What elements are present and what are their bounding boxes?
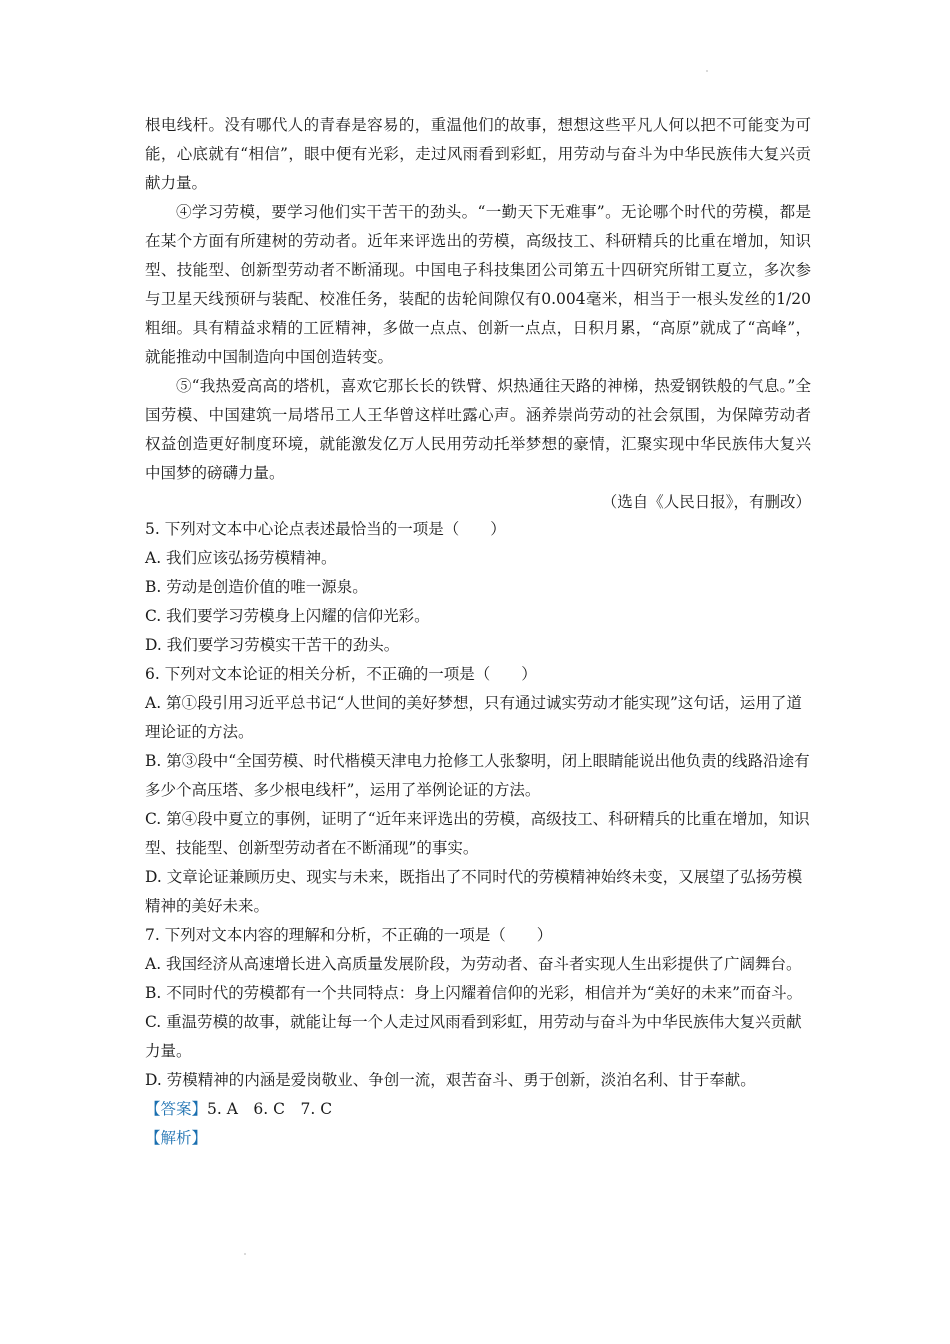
answer-tag: 【答案】 — [145, 1100, 208, 1118]
question-option: B. 不同时代的劳模都有一个共同特点：身上闪耀着信仰的光彩，相信并为“美好的未来”而奋斗。 — [145, 984, 803, 1002]
article-paragraph-4: ④学习劳模，要学习他们实干苦干的劲头。“一勤天下无难事”。无论哪个时代的劳模，都是在某个方面有所建树的劳动者。近年来评选出的劳模，高级技工、科研精兵的比重在增加，知识型、技能型、创新型劳动者不断涌现。中国电子科技集团公司第五十四研究所钳工夏立，多次参与卫星天线预研与装配、校准任务，装配的齿轮间隙仅有0.004毫米，相当于一根头发丝的1/20粗细。具有精益求精的工匠精神，多做一点点、创新一点点，日积月累，“高原”就成了“高峰”，就能推动中国制造向中国创造转变。 — [145, 203, 811, 366]
article-source: （选自《人民日报》，有删改） — [601, 493, 811, 511]
question-stem: 7. 下列对文本内容的理解和分析，不正确的一项是（ ） — [145, 926, 553, 944]
question-option: B. 第③段中“全国劳模、时代楷模天津电力抢修工人张黎明，闭上眼睛能说出他负责的线路沿途有多少个高压塔、多少根电线杆”，运用了举例论证的方法。 — [145, 752, 810, 799]
answer-values: 5. A 6. C 7. C — [207, 1100, 333, 1118]
question-stem: 6. 下列对文本论证的相关分析，不正确的一项是（ ） — [145, 665, 537, 683]
question-option: A. 我们应该弘扬劳模精神。 — [145, 549, 337, 567]
question-option: C. 第④段中夏立的事例，证明了“近年来评选出的劳模，高级技工、科研精兵的比重在增加，知识型、技能型、创新型劳动者在不断涌现”的事实。 — [145, 810, 810, 857]
article-excerpt — [145, 111, 811, 517]
question-option: D. 我们要学习劳模实干苦干的劲头。 — [145, 636, 400, 654]
question-stem: 5. 下列对文本中心论点表述最恰当的一项是（ ） — [145, 520, 506, 538]
scan-speck — [244, 1253, 246, 1255]
question-5 — [145, 515, 811, 660]
question-option: A. 第①段引用习近平总书记“人世间的美好梦想，只有通过诚实劳动才能实现”这句话，运用了道理论证的方法。 — [145, 694, 802, 741]
question-option: B. 劳动是创造价值的唯一源泉。 — [145, 578, 368, 596]
article-paragraph-3-tail: 根电线杆。没有哪代人的青春是容易的，重温他们的故事，想想这些平凡人何以把不可能变为可能，心底就有“相信”，眼中便有光彩，走过风雨看到彩虹，用劳动与奋斗为中华民族伟大复兴贡献力量。 — [145, 116, 811, 192]
question-option: D. 劳模精神的内涵是爱岗敬业、争创一流，艰苦奋斗、勇于创新，淡泊名利、甘于奉献。 — [145, 1071, 756, 1089]
scan-speck — [706, 70, 708, 72]
question-6 — [145, 660, 811, 921]
question-option: A. 我国经济从高速增长进入高质量发展阶段，为劳动者、奋斗者实现人生出彩提供了广阔舞台。 — [145, 955, 802, 973]
article-paragraph-5: ⑤“我热爱高高的塔机，喜欢它那长长的铁臂、炽热通往天路的神梯，热爱钢铁般的气息。”全国劳模、中国建筑一局塔吊工人王华曾这样吐露心声。涵养崇尚劳动的社会氛围，为保障劳动者权益创造更好制度环境，就能激发亿万人民用劳动托举梦想的豪情，汇聚实现中华民族伟大复兴中国梦的磅礴力量。 — [145, 377, 811, 482]
analysis-tag: 【解析】 — [145, 1129, 208, 1147]
question-option: C. 重温劳模的故事，就能让每一个人走过风雨看到彩虹，用劳动与奋斗为中华民族伟大复兴贡献力量。 — [145, 1013, 802, 1060]
answer-line — [145, 1095, 811, 1124]
question-option: D. 文章论证兼顾历史、现实与未来，既指出了不同时代的劳模精神始终未变，又展望了弘扬劳模精神的美好未来。 — [145, 868, 803, 915]
question-section — [145, 515, 811, 1153]
question-7 — [145, 921, 811, 1095]
question-option: C. 我们要学习劳模身上闪耀的信仰光彩。 — [145, 607, 430, 625]
analysis-line — [145, 1124, 811, 1153]
